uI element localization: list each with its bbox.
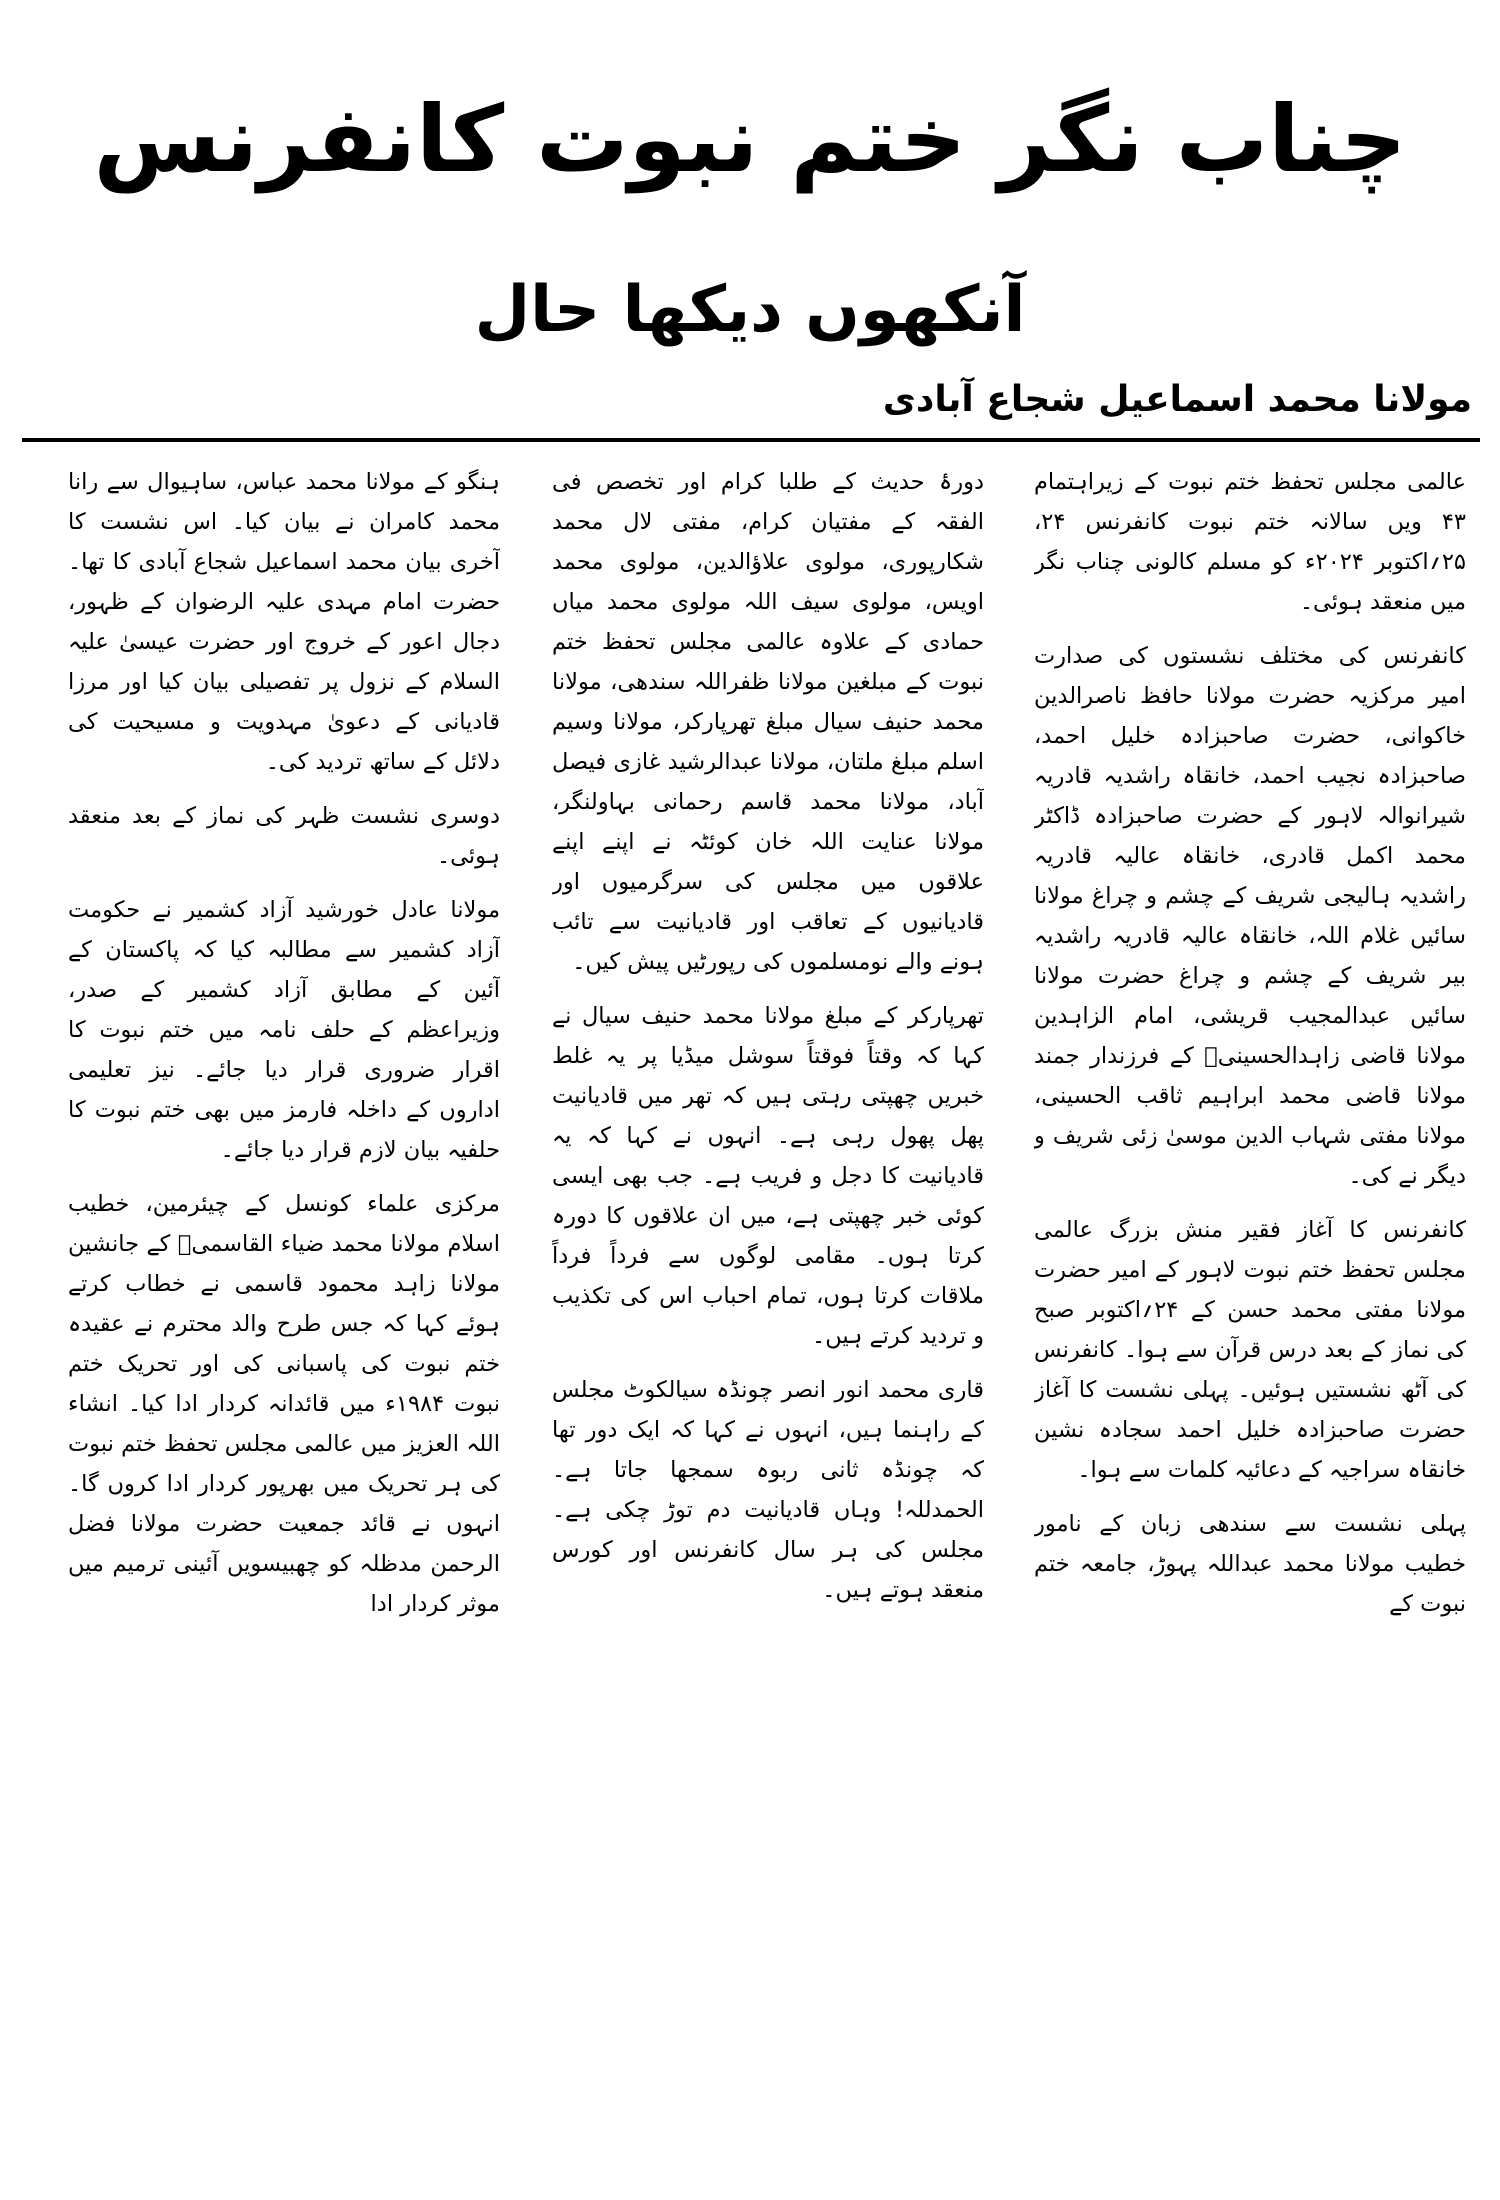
paragraph: عالمی مجلس تحفظ ختم نبوت کے زیراہتمام ۴۳ ویں سالانہ ختم نبوت کانفرنس ۲۴، ۲۵؍اکتوبر ۲۰۲۴ء کو مسلم کالونی چناب نگر میں منعقد ہوئی۔ — [1034, 469, 1466, 615]
paragraph: مرکزی علماء کونسل کے چیئرمین، خطیب اسلام مولانا محمد ضیاء القاسمیؒ کے جانشین مولانا زاہد محمود قاسمی نے خطاب کرتے ہوئے کہا کہ جس طرح والد محترم نے عقیدہ ختم نبوت کی پاسبانی کی اور تحریک ختم نبوت ۱۹۸۴ء میں قائدانہ کردار ادا کیا۔ انشاء اللہ العزیز میں عالمی مجلس تحفظ ختم نبوت کی ہر تحریک میں بھرپور کردار ادا کروں گا۔ انہوں نے قائد جمعیت حضرت مولانا فضل الرحمن مدظلہ کو چھبیسویں آئینی ترمیم میں موثر کردار ادا — [68, 1191, 500, 1617]
paragraph: پہلی نشست سے سندھی زبان کے نامور خطیب مولانا محمد عبداللہ پہوڑ، جامعہ ختم نبوت کے — [1034, 1511, 1466, 1617]
author-byline: مولانا محمد اسماعیل شجاع آبادی — [882, 379, 1472, 420]
column-middle — [552, 462, 984, 2182]
paragraph: ہنگو کے مولانا محمد عباس، ساہیوال سے رانا محمد کامران نے بیان کیا۔ اس نشست کا آخری بیان محمد اسماعیل شجاع آبادی کا تھا۔ حضرت امام مہدی علیہ الرضوان کے ظہور، دجال اعور کے خروج اور حضرت عیسیٰ علیہ السلام کے نزول پر تفصیلی بیان کیا اور مرزا قادیانی کے دعویٰ مہدویت و مسیحیت کی دلائل کے ساتھ تردید کی۔ — [68, 469, 500, 775]
column-right — [1034, 462, 1466, 2182]
header-divider — [22, 438, 1480, 442]
paragraph: مولانا عادل خورشید آزاد کشمیر نے حکومت آزاد کشمیر سے مطالبہ کیا کہ پاکستان کے آئین کے مطابق آزاد کشمیر کے صدر، وزیراعظم کے حلف نامہ میں ختم نبوت کا اقرار ضروری قرار دیا جائے۔ نیز تعلیمی اداروں کے داخلہ فارمز میں بھی ختم نبوت کا حلفیہ بیان لازم قرار دیا جائے۔ — [68, 897, 500, 1163]
column-left — [68, 462, 500, 2182]
paragraph: کانفرنس کا آغاز فقیر منش بزرگ عالمی مجلس تحفظ ختم نبوت لاہور کے امیر حضرت مولانا مفتی محمد حسن کے ۲۴؍اکتوبر صبح کی نماز کے بعد درس قرآن سے ہوا۔ کانفرنس کی آٹھ نشستیں ہوئیں۔ پہلی نشست کا آغاز حضرت صاحبزادہ خلیل احمد سجادہ نشین خانقاہ سراجیہ کے دعائیہ کلمات سے ہوا۔ — [1034, 1217, 1466, 1483]
article-title: چناب نگر ختم نبوت کانفرنس — [93, 86, 1407, 193]
paragraph: قاری محمد انور انصر چونڈہ سیالکوٹ مجلس کے راہنما ہیں، انہوں نے کہا کہ ایک دور تھا کہ چونڈہ ثانی ربوہ سمجھا جاتا ہے۔ الحمدللہ! وہاں قادیانیت دم توڑ چکی ہے۔ مجلس کی ہر سال کانفرنس اور کورس منعقد ہوتے ہیں۔ — [552, 1377, 984, 1603]
article-subtitle: آنکھوں دیکھا حال — [474, 273, 1026, 347]
paragraph: تھرپارکر کے مبلغ مولانا محمد حنیف سیال نے کہا کہ وقتاً فوقتاً سوشل میڈیا پر یہ غلط خبریں چھپتی رہتی ہیں کہ تھر میں قادیانیت پھل پھول رہی ہے۔ انہوں نے کہا کہ یہ قادیانیت کا دجل و فریب ہے۔ جب بھی ایسی کوئی خبر چھپتی ہے، میں ان علاقوں کا دورہ کرتا ہوں۔ مقامی لوگوں سے فرداً فرداً ملاقات کرتا ہوں، تمام احباب اس کی تکذیب و تردید کرتے ہیں۔ — [552, 1003, 984, 1349]
paragraph: دورۂ حدیث کے طلبا کرام اور تخصص فی الفقہ کے مفتیان کرام، مفتی لال محمد شکارپوری، مولوی علاؤالدین، مولوی محمد اویس، مولوی سیف اللہ مولوی محمد میاں حمادی کے علاوہ عالمی مجلس تحفظ ختم نبوت کے مبلغین مولانا ظفراللہ سندھی، مولانا محمد حنیف سیال مبلغ تھرپارکر، مولانا وسیم اسلم مبلغ ملتان، مولانا عبدالرشید غازی فیصل آباد، مولانا محمد قاسم رحمانی بہاولنگر، مولانا عنایت اللہ خان کوئٹہ نے اپنے اپنے علاقوں میں مجلس کی سرگرمیوں اور قادیانیوں کے تعاقب اور قادیانیت سے تائب ہونے والے نومسلموں کی رپورٹیں پیش کیں۔ — [552, 469, 984, 975]
paragraph: دوسری نشست ظہر کی نماز کے بعد منعقد ہوئی۔ — [68, 803, 500, 869]
paragraph: کانفرنس کی مختلف نشستوں کی صدارت امیر مرکزیہ حضرت مولانا حافظ ناصرالدین خاکوانی، حضرت صاحبزادہ خلیل احمد، صاحبزادہ نجیب احمد، خانقاہ راشدیہ قادریہ شیرانوالہ لاہور کے حضرت صاحبزادہ ڈاکٹر محمد اکمل قادری، خانقاہ عالیہ قادریہ راشدیہ ہالیجی شریف کے چشم و چراغ مولانا سائیں غلام اللہ، خانقاہ عالیہ قادریہ راشدیہ بیر شریف کے چشم و چراغ حضرت مولانا سائیں عبدالمجیب قریشی، امام الزاہدین مولانا قاضی زاہدالحسینیؒ کے فرزندار جمند مولانا قاضی محمد ابراہیم ثاقب الحسینی، مولانا مفتی شہاب الدین موسیٰ زئی شریف و دیگر نے کی۔ — [1034, 643, 1466, 1189]
